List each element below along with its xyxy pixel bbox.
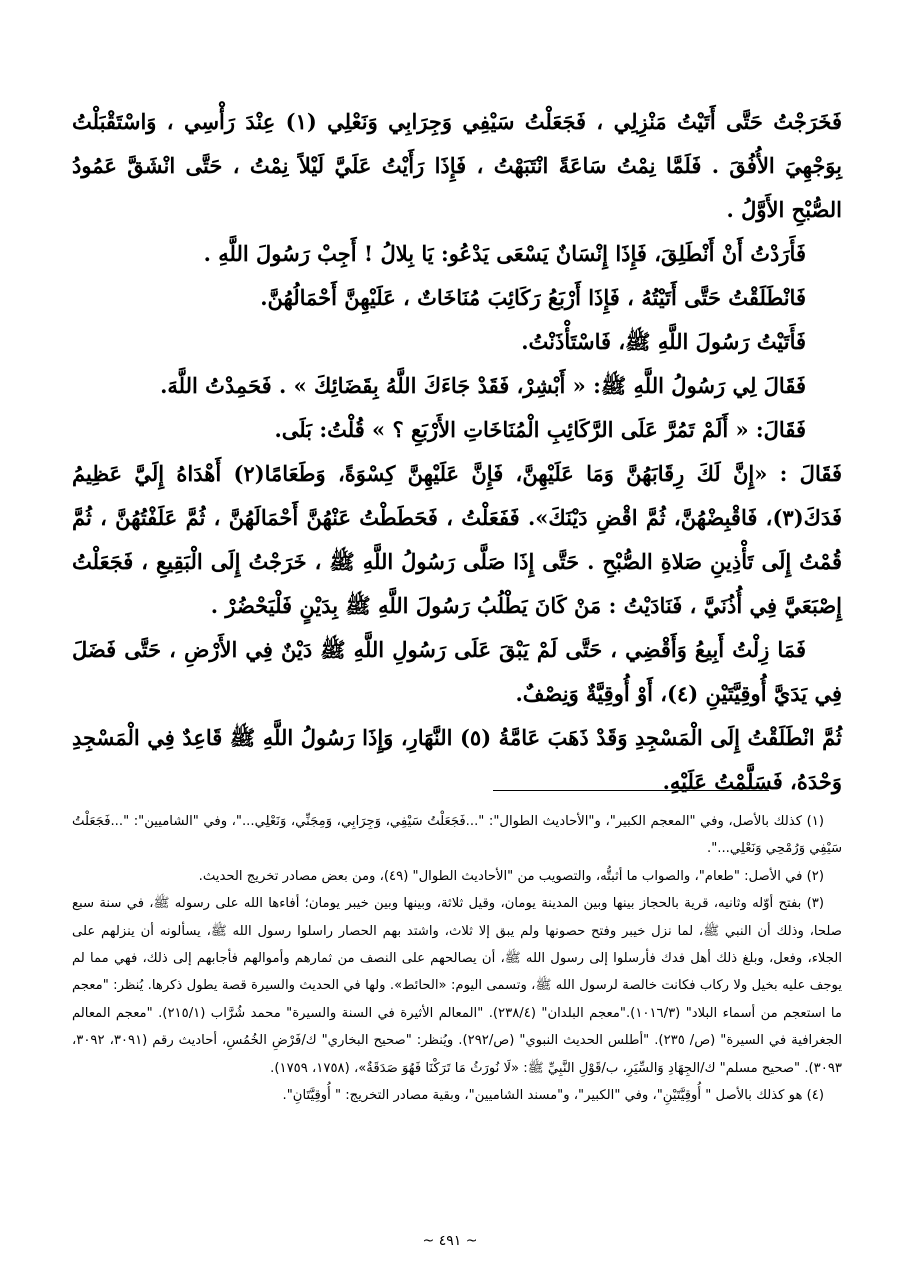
paragraph: فَخَرَجْتُ حَتَّى أَتَيْتُ مَنْزِلِي ، فَجَعَلْتُ سَيْفِي وَجِرَابِي وَنَعْلِي (١) عِنْدَ رَأْسِي ، وَاسْتَقْبَلْتُ بِوَجْهِيَ الأُفُقَ . فَلَمَّا نِمْتُ سَاعَةً انْتَبَهْتُ ، فَإِذَا رَأَيْتُ عَلَيَّ لَيْلاً نِمْتُ ، حَتَّى انْشَقَّ عَمُودُ الصُّبْحِ الأَوَّلُ . — [72, 109, 842, 222]
footnote: (٤) هو كذلك بالأصل " أُوقِيَّتَيْنِ"، وفي "الكبير"، و"مسند الشاميين"، وبقية مصادر التخريج: " أُوقِيَّتَانِ". — [282, 1088, 824, 1104]
paragraph: فَقَالَ : «إِنَّ لَكَ رِقَابَهُنَّ وَمَا عَلَيْهِنَّ، فَإِنَّ عَلَيْهِنَّ كِسْوَةً، وَطَعَامًا(٢) أَهْدَاهُ إِلَيَّ عَظِيمُ فَدَكَ(٣)، فَاقْبِضْهُنَّ، ثُمَّ اقْضِ دَيْنَكَ». فَفَعَلْتُ ، فَحَطَطْتُ عَنْهُنَّ أَحْمَالَهُنَّ ، ثُمَّ عَلَفْتُهُنَّ ، ثُمَّ قُمْتُ إِلَى تَأْذِينِ صَلاةِ الصُّبْحِ . حَتَّى إِذَا صَلَّى رَسُولُ اللَّهِ ﷺ ، خَرَجْتُ إِلَى الْبَقِيعِ ، فَجَعَلْتُ إِصْبَعَيَّ فِي أُذُنَيَّ ، فَنَادَيْتُ : مَنْ كَانَ يَطْلُبُ رَسُولَ اللَّهِ ﷺ بِدَيْنٍ فَلْيَحْضُرْ . — [72, 461, 842, 618]
paragraph: فَقَالَ لِي رَسُولُ اللَّهِ ﷺ: « أَبْشِرْ، فَقَدْ جَاءَكَ اللَّهُ بِقَضَائِكَ » . فَحَمِدْتُ اللَّهَ. — [160, 373, 806, 398]
main-text — [72, 100, 842, 804]
paragraph: فَأَتَيْتُ رَسُولَ اللَّهِ ﷺ، فَاسْتَأْذَنْتُ. — [521, 329, 806, 354]
paragraph: فَمَا زِلْتُ أَبِيعُ وَأَقْضِي ، حَتَّى لَمْ يَبْقَ عَلَى رَسُولِ اللَّهِ ﷺ دَيْنٌ فِي الأَرْضِ ، حَتَّى فَضَلَ فِي يَدَيَّ أُوقِيَّتَيْنِ (٤)، أَوْ أُوقِيَّةٌ وَنِصْفٌ. — [72, 637, 842, 706]
footnote: (٢) في الأصل: "طعام"، والصواب ما أثبتُّه، والتصويب من "الأحاديث الطوال" (٤٩)، ومن بعض مصادر تخريج الحديث. — [198, 868, 824, 884]
footnotes — [72, 808, 842, 1109]
footnote: (٣) بفتح أوّله وثانيه، قرية بالحجاز بينها وبين المدينة يومان، وقيل ثلاثة، وبينها وبين خيبر يومان؛ أفاءها الله على رسوله ﷺ، في سنة سبع صلحا، وذلك أن النبي ﷺ، لما نزل خيبر وفتح حصونها ولم يبق إلا ثلاث، واشتد بهم الحصار راسلوا رسول الله ﷺ، يسألونه أن ينزلهم على الجلاء، وفعل، وبلغ ذلك أهل فدك فأرسلوا إلى رسول الله ﷺ، أن يصالحهم على النصف من ثمارهم وأموالهم فأجابهم إلى ذلك، فهي مما لم يوجف عليه بخيل ولا ركاب فكانت خالصة لرسول الله ﷺ، وتسمى اليوم: «الحائط». ولها في الحديث والسيرة قصة يطول ذكرها. يُنظر: "معجم ما استعجم من أسماء البلاد" (١٠١٦/٣)."معجم البلدان" (٢٣٨/٤). "المعالم الأثيرة في السنة والسيرة" محمد شُرَّاب (٢١٥/١). "معجم المعالم الجغرافية في السيرة" (ص/ ٢٣٥). "أطلس الحديث النبوي" (ص/٢٩٢). ويُنظر: "صحيح البخاري" ك/فَرْضِ الخُمُسِ، أحاديث رقم (٣٠٩١، ٣٠٩٢، ٣٠٩٣). "صحيح مسلم" ك/الجِهَادِ وَالسِّيَرِ، ب/قَوْلِ النَّبِيِّ ﷺ: «لَا نُورَثُ مَا تَرَكْنَا فَهُوَ صَدَقَةٌ»، (١٧٥٨، ١٧٥٩). — [72, 896, 843, 1076]
footnote-separator — [493, 790, 769, 791]
paragraph: فَانْطَلَقْتُ حَتَّى أَتَيْتُهُ ، فَإِذَا أَرْبَعُ رَكَائِبَ مُنَاخَاتٌ ، عَلَيْهِنَّ أَحْمَالُهُنَّ. — [260, 285, 806, 310]
paragraph: فَقَالَ: « أَلَمْ تَمُرَّ عَلَى الرَّكَائِبِ الْمُنَاخَاتِ الأَرْبَعِ ؟ » قُلْتُ: بَلَى. — [274, 417, 806, 442]
page-number: ~ ٤٩١ ~ — [422, 1233, 478, 1249]
paragraph: ثُمَّ انْطَلَقْتُ إِلَى الْمَسْجِدِ وَقَدْ ذَهَبَ عَامَّةُ (٥) النَّهَارِ، وَإِذَا رَسُولُ اللَّهِ ﷺ قَاعِدٌ فِي الْمَسْجِدِ وَحْدَهُ، فَسَلَّمْتُ عَلَيْهِ. — [72, 725, 842, 794]
paragraph: فَأَرَدْتُ أَنْ أَنْطَلِقَ، فَإِذَا إِنْسَانٌ يَسْعَى يَدْعُو: يَا بِلالُ ! أَجِبْ رَسُولَ اللَّهِ . — [203, 241, 806, 266]
footnote: (١) كذلك بالأصل، وفي "المعجم الكبير"، و"الأحاديث الطوال": "...فَجَعَلْتُ سَيْفِي، وَجِرَابِي، وَمِجَنِّي، وَنَعْلِي..."، وفي "الشاميين": "...فَجَعَلْتُ سَيْفِي وَرُمْحِي وَنَعْلِي...". — [72, 814, 842, 857]
